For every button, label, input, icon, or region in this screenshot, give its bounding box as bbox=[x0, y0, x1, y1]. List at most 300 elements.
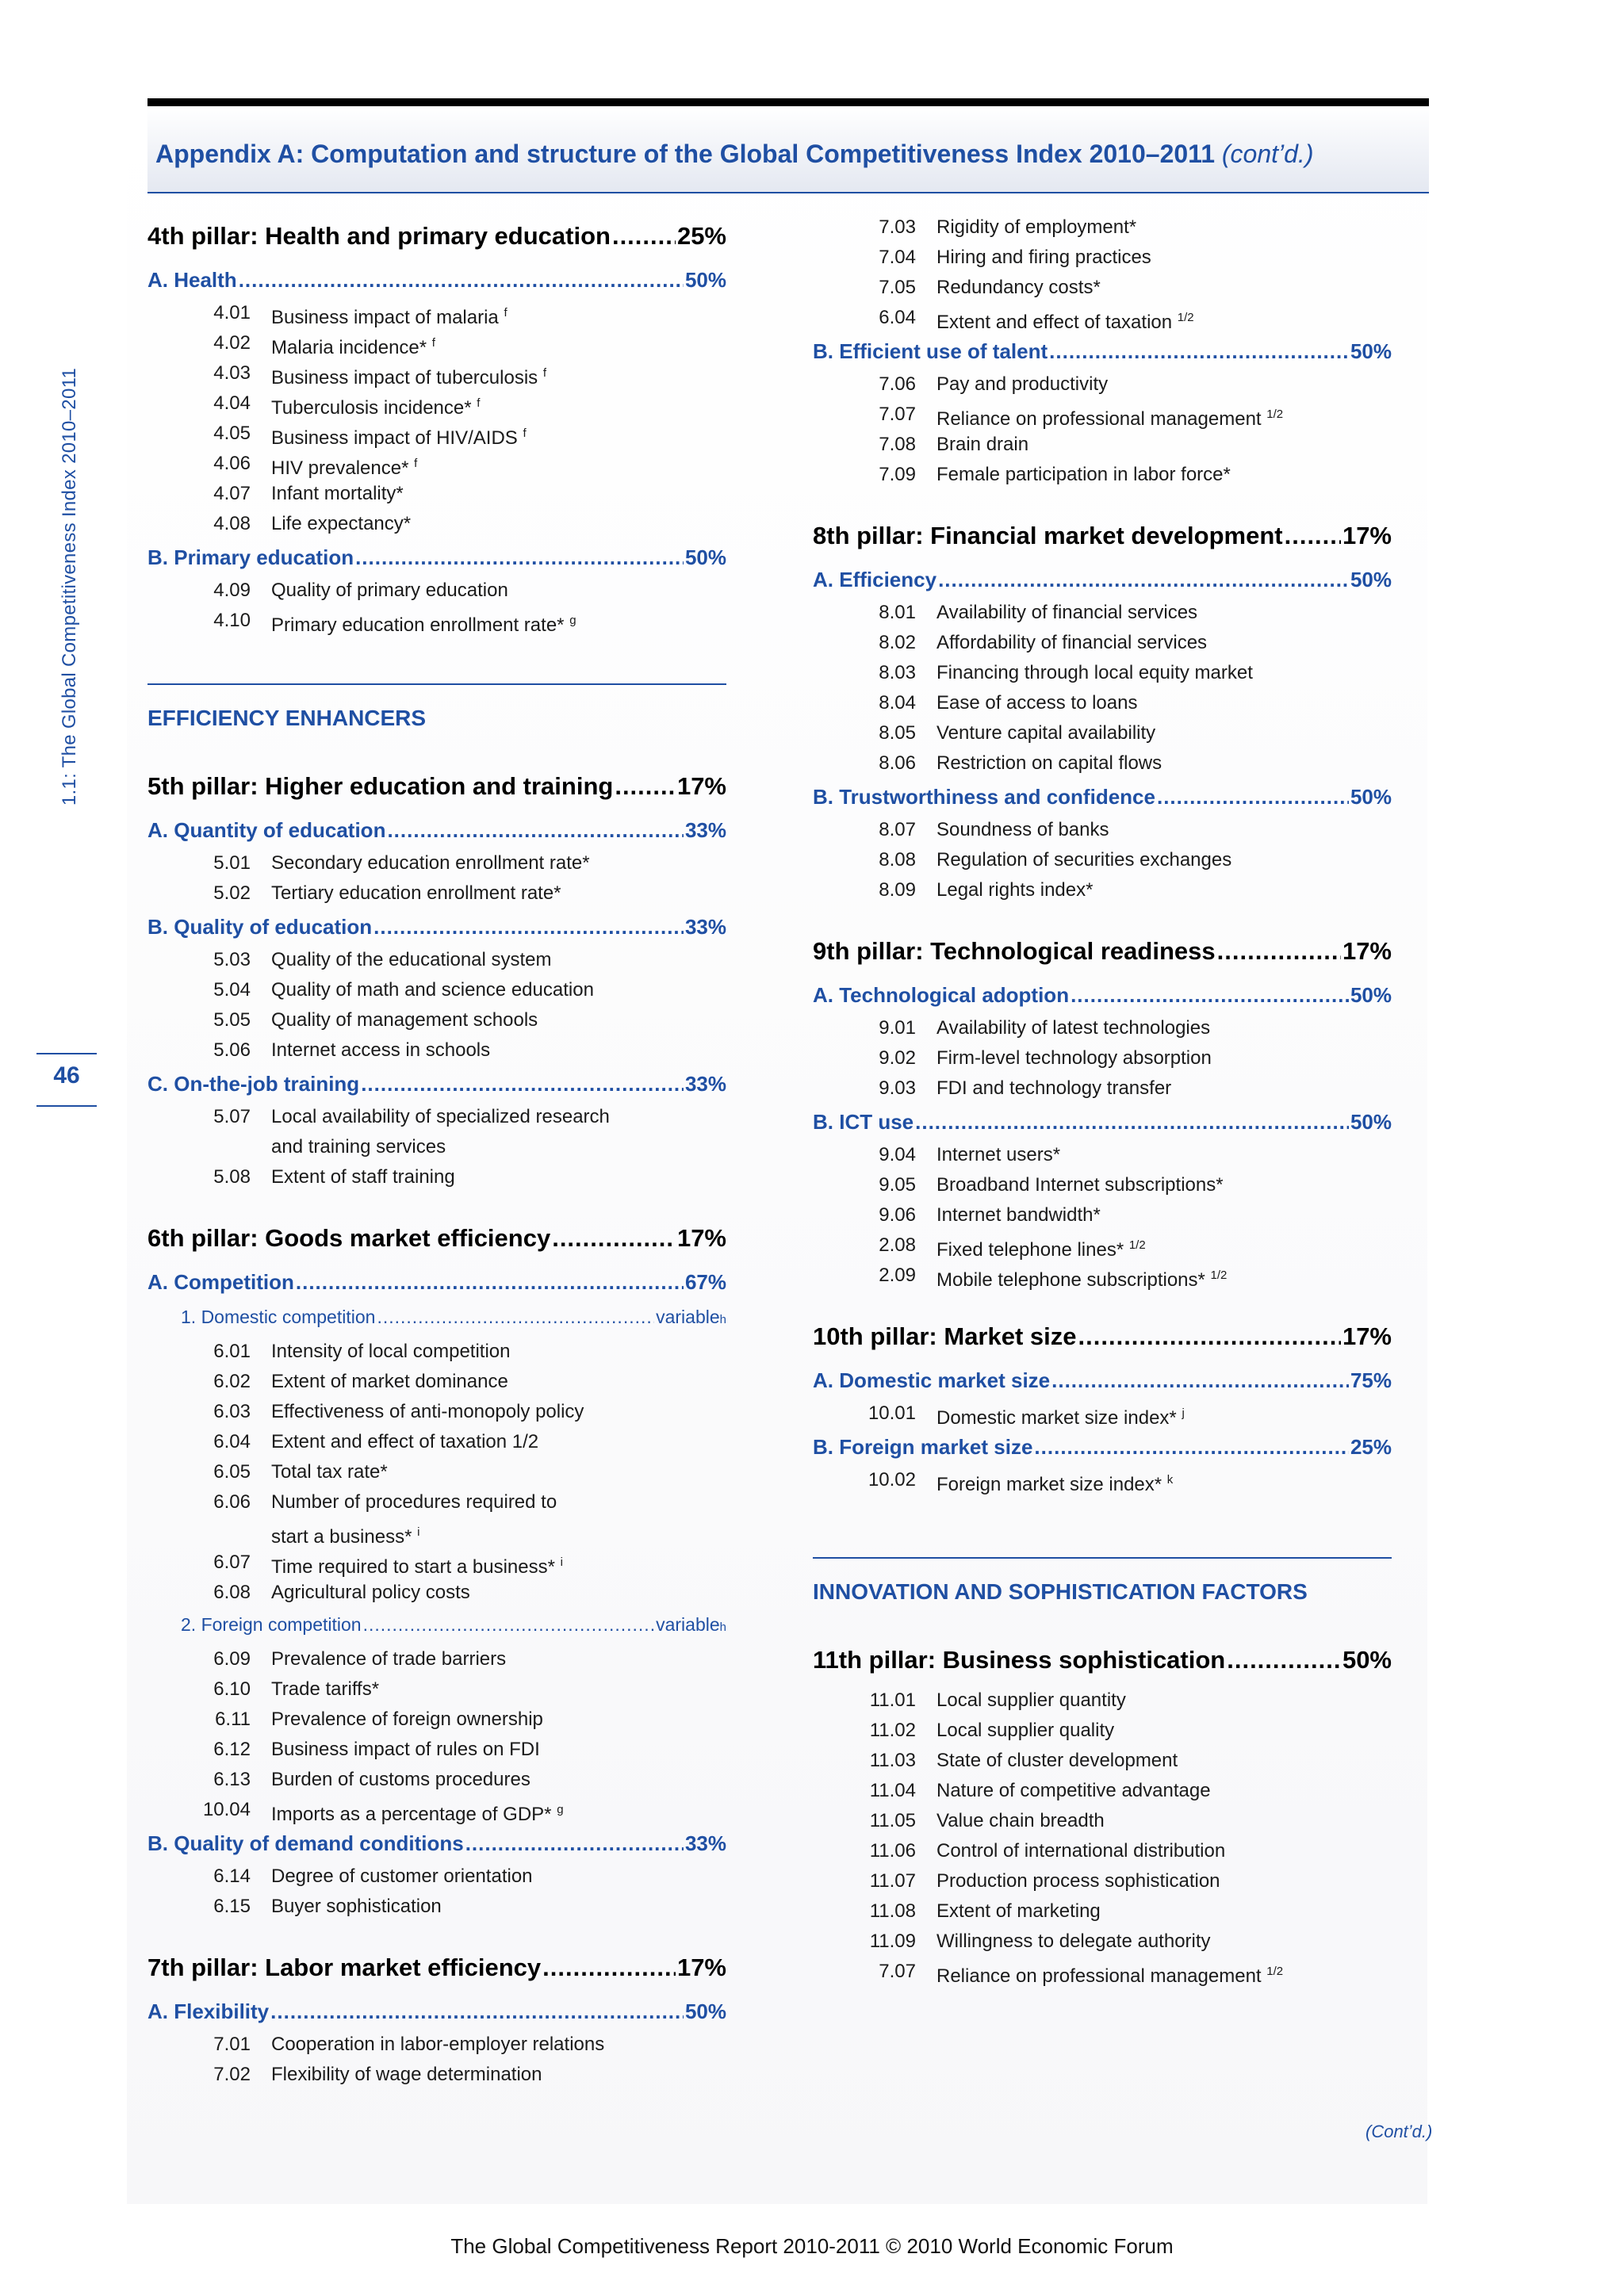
indicator-label bbox=[271, 1892, 442, 1922]
subpillar-5c bbox=[147, 1072, 726, 1102]
indicator-number: 11.05 bbox=[869, 1810, 916, 1831]
subpillar-5c-title: C. On-the-job training bbox=[147, 1072, 360, 1096]
indicator-text: Quality of the educational system bbox=[271, 949, 552, 970]
indicator-label bbox=[271, 1644, 506, 1674]
indicator-number: 8.03 bbox=[879, 662, 916, 683]
subpillar-8b bbox=[813, 785, 1392, 815]
indicator-row bbox=[813, 875, 1392, 905]
indicator-text: Effectiveness of anti-monopoly policy bbox=[271, 1401, 584, 1422]
indicator-label bbox=[271, 1035, 490, 1066]
indicator-label bbox=[936, 1043, 1212, 1073]
subpillar-10b bbox=[813, 1435, 1392, 1465]
indicator-number: 5.08 bbox=[213, 1166, 251, 1188]
indicator-label bbox=[936, 273, 1101, 303]
indicator-row bbox=[813, 273, 1392, 303]
indicator-label bbox=[936, 1746, 1178, 1776]
indicator-label bbox=[936, 400, 1283, 430]
indicator-number: 9.04 bbox=[879, 1144, 916, 1165]
indicator-text: Reliance on professional management bbox=[936, 408, 1262, 430]
indicator-row bbox=[147, 1765, 726, 1795]
indicator-row bbox=[813, 400, 1392, 430]
indicator-text: Brain drain bbox=[936, 434, 1029, 455]
indicator-text: Domestic market size index* bbox=[936, 1407, 1177, 1429]
indicator-label bbox=[936, 845, 1231, 875]
pillar-7-weight: 17% bbox=[676, 1954, 726, 1981]
indicator-text: Regulation of securities exchanges bbox=[936, 849, 1232, 871]
pillar-5 bbox=[147, 772, 726, 812]
indicator-text: Trade tariffs* bbox=[271, 1678, 380, 1700]
subpillar-6b-leader bbox=[465, 1831, 684, 1856]
indicator-text: Broadband Internet subscriptions* bbox=[936, 1174, 1224, 1196]
subpillar-7a-leader bbox=[270, 1999, 684, 2024]
indicator-text: Rigidity of employment* bbox=[936, 216, 1137, 238]
indicator-label bbox=[936, 1261, 1227, 1291]
indicator-label bbox=[936, 658, 1253, 688]
indicator-label bbox=[936, 598, 1197, 628]
indicator-text: Total tax rate* bbox=[271, 1461, 388, 1483]
subpillar-4a-weight: 50% bbox=[684, 268, 726, 292]
indicator-row bbox=[813, 598, 1392, 628]
indicator-number: 7.08 bbox=[879, 434, 916, 455]
subpillar-7b-leader bbox=[1049, 339, 1349, 364]
indicator-row bbox=[813, 1806, 1392, 1836]
indicator-number: 4.04 bbox=[213, 392, 251, 414]
indicator-text: Business impact of tuberculosis bbox=[271, 367, 538, 388]
subpillar-5a-title: A. Quantity of education bbox=[147, 818, 386, 842]
indicator-label bbox=[936, 628, 1207, 658]
pillar-10-title: 10th pillar: Market size bbox=[813, 1322, 1077, 1350]
indicator-text: Local supplier quality bbox=[936, 1720, 1115, 1741]
indicator-text: Quality of math and science education bbox=[271, 979, 594, 1001]
subpillar-7a-title: A. Flexibility bbox=[147, 1999, 270, 2023]
indicator-number: 7.04 bbox=[879, 247, 916, 268]
indicator-note: f bbox=[523, 427, 527, 440]
subpillar-4b-weight: 50% bbox=[684, 545, 726, 569]
indicator-row bbox=[813, 1399, 1392, 1429]
indicator-text: Control of international distribution bbox=[936, 1840, 1226, 1862]
indicator-number: 11.09 bbox=[869, 1931, 916, 1952]
indicator-label bbox=[271, 1102, 610, 1132]
spacer bbox=[813, 1495, 1392, 1557]
pillar-8-leader bbox=[1285, 522, 1341, 550]
spacer bbox=[147, 1192, 726, 1224]
indicator-label bbox=[936, 303, 1194, 333]
indicator-row bbox=[147, 1035, 726, 1066]
indicator-text: Prevalence of foreign ownership bbox=[271, 1709, 543, 1730]
subpillar-10b-leader bbox=[1034, 1435, 1349, 1460]
subpillar-5b-weight: 33% bbox=[684, 915, 726, 939]
indicator-number: 7.01 bbox=[213, 2034, 251, 2055]
indicator-label bbox=[271, 1705, 543, 1735]
indicator-number: 8.08 bbox=[879, 849, 916, 871]
subpillar-5b-leader bbox=[373, 915, 684, 939]
subpillar-4b-title: B. Primary education bbox=[147, 545, 354, 569]
indicator-row bbox=[813, 430, 1392, 460]
indicator-text: Business impact of HIV/AIDS bbox=[271, 427, 518, 449]
indicator-text: Malaria incidence* bbox=[271, 337, 427, 358]
indicator-text: Financing through local equity market bbox=[936, 662, 1253, 683]
pillar-11-weight: 50% bbox=[1342, 1646, 1392, 1674]
indicator-number: 10.01 bbox=[868, 1402, 916, 1424]
indicator-number: 11.08 bbox=[869, 1900, 916, 1922]
indicator-number: 4.01 bbox=[213, 302, 251, 323]
indicator-number: 4.05 bbox=[213, 423, 251, 444]
subpillar-4a-title: A. Health bbox=[147, 268, 237, 292]
subpillar-6a-title: A. Competition bbox=[147, 1270, 294, 1294]
indicator-text: Tertiary education enrollment rate* bbox=[271, 882, 561, 904]
indicator-label bbox=[936, 243, 1151, 273]
subpillar-6a2-note: h bbox=[719, 1621, 726, 1634]
indicator-row bbox=[813, 1716, 1392, 1746]
indicator-label bbox=[271, 1162, 455, 1192]
indicator-row bbox=[147, 1337, 726, 1367]
pillar-6-title: 6th pillar: Goods market efficiency bbox=[147, 1224, 551, 1252]
subpillar-4b bbox=[147, 545, 726, 576]
indicator-label bbox=[271, 975, 594, 1005]
pillar-4 bbox=[147, 222, 726, 262]
pillar-7 bbox=[147, 1954, 726, 1993]
indicator-row bbox=[147, 878, 726, 909]
indicator-row bbox=[147, 1795, 726, 1825]
spacer bbox=[813, 905, 1392, 937]
indicator-number: 8.01 bbox=[879, 602, 916, 623]
spacer bbox=[813, 490, 1392, 522]
indicator-label bbox=[936, 748, 1162, 779]
indicator-text: Extent of marketing bbox=[936, 1900, 1101, 1922]
indicator-number: 4.07 bbox=[213, 483, 251, 504]
indicator-row bbox=[147, 1427, 726, 1457]
subpillar-9a-title: A. Technological adoption bbox=[813, 983, 1070, 1007]
indicator-text: FDI and technology transfer bbox=[936, 1077, 1172, 1099]
indicator-row bbox=[147, 1548, 726, 1578]
indicator-row bbox=[813, 1465, 1392, 1495]
indicator-row bbox=[813, 1686, 1392, 1716]
spacer bbox=[147, 740, 726, 772]
indicator-row bbox=[147, 449, 726, 479]
indicator-row bbox=[147, 1578, 726, 1608]
subpillar-5b-title: B. Quality of education bbox=[147, 915, 373, 939]
indicator-number: 5.07 bbox=[213, 1106, 251, 1127]
indicator-text: Willingness to delegate authority bbox=[936, 1931, 1211, 1952]
indicator-row bbox=[147, 2030, 726, 2060]
indicator-row bbox=[813, 1140, 1392, 1170]
indicator-note: k bbox=[1166, 1473, 1174, 1487]
indicator-text: Ease of access to loans bbox=[936, 692, 1138, 714]
indicator-text: Degree of customer orientation bbox=[271, 1866, 533, 1887]
indicator-row bbox=[813, 1013, 1392, 1043]
indicator-row bbox=[813, 718, 1392, 748]
indicator-text: Flexibility of wage determination bbox=[271, 2064, 542, 2085]
indicator-label bbox=[936, 815, 1109, 845]
subpillar-9b-title: B. ICT use bbox=[813, 1110, 914, 1134]
indicator-text: Extent of staff training bbox=[271, 1166, 455, 1188]
indicator-text: Value chain breadth bbox=[936, 1810, 1105, 1831]
indicator-note: 1/2 bbox=[1266, 1965, 1284, 1978]
indicator-row bbox=[813, 1043, 1392, 1073]
indicator-row bbox=[147, 1102, 726, 1132]
indicator-row bbox=[813, 1200, 1392, 1230]
indicator-label bbox=[936, 1230, 1146, 1261]
indicator-row bbox=[147, 1162, 726, 1192]
subpillar-9b-weight: 50% bbox=[1350, 1110, 1392, 1134]
indicator-row bbox=[813, 1866, 1392, 1896]
subpillar-10b-title: B. Foreign market size bbox=[813, 1435, 1033, 1459]
pillar-10 bbox=[813, 1322, 1392, 1362]
pillar-8 bbox=[813, 522, 1392, 561]
indicator-row bbox=[147, 1397, 726, 1427]
indicator-number: 9.03 bbox=[879, 1077, 916, 1099]
subpillar-5b bbox=[147, 915, 726, 945]
indicator-text: Extent and effect of taxation bbox=[936, 312, 1173, 333]
appendix-title-cont: (cont’d.) bbox=[1221, 140, 1314, 168]
subpillar-5c-leader bbox=[361, 1072, 684, 1096]
indicator-text: Quality of primary education bbox=[271, 580, 508, 601]
indicator-number: 7.07 bbox=[879, 404, 916, 425]
indicator-row bbox=[147, 1005, 726, 1035]
indicator-text: Agricultural policy costs bbox=[271, 1582, 470, 1603]
indicator-row bbox=[147, 1674, 726, 1705]
indicator-number: 6.01 bbox=[213, 1341, 251, 1362]
indicator-row bbox=[813, 1073, 1392, 1104]
subpillar-8a-leader bbox=[938, 568, 1349, 592]
indicator-label bbox=[271, 1578, 470, 1608]
indicator-text: Local supplier quantity bbox=[936, 1689, 1126, 1711]
indicator-text: Venture capital availability bbox=[936, 722, 1156, 744]
indicator-text: Redundancy costs* bbox=[936, 277, 1101, 298]
indicator-number: 6.08 bbox=[213, 1582, 251, 1603]
indicator-text: Restriction on capital flows bbox=[936, 752, 1162, 774]
indicator-continued: start a business* $^i$ bbox=[271, 1525, 420, 1548]
indicator-text: Life expectancy* bbox=[271, 513, 412, 534]
indicator-label bbox=[936, 460, 1231, 490]
indicator-number: 11.07 bbox=[869, 1870, 916, 1892]
pillar-8-title: 8th pillar: Financial market development bbox=[813, 522, 1283, 549]
subpillar-5a-weight: 33% bbox=[684, 818, 726, 842]
indicator-label bbox=[936, 1716, 1114, 1746]
indicator-text: Intensity of local competition bbox=[271, 1341, 511, 1362]
spacer bbox=[147, 1922, 726, 1954]
indicator-text: Imports as a percentage of GDP* bbox=[271, 1804, 552, 1825]
indicator-label bbox=[936, 369, 1108, 400]
indicator-label bbox=[936, 1806, 1105, 1836]
indicator-number: 7.07 bbox=[879, 1961, 916, 1982]
subpillar-6a1 bbox=[181, 1307, 726, 1337]
indicator-label bbox=[936, 1836, 1225, 1866]
indicator-text: Reliance on professional management bbox=[936, 1965, 1262, 1987]
indicator-label bbox=[271, 945, 552, 975]
indicator-label bbox=[936, 1170, 1224, 1200]
indicator-text: Internet access in schools bbox=[271, 1039, 491, 1061]
indicator-text: State of cluster development bbox=[936, 1750, 1178, 1771]
indicator-number: 6.09 bbox=[213, 1648, 251, 1670]
indicator-number: 7.06 bbox=[879, 373, 916, 395]
indicator-row bbox=[813, 1170, 1392, 1200]
indicator-row bbox=[147, 1735, 726, 1765]
subpillar-8a bbox=[813, 568, 1392, 598]
subpillar-6a1-title: 1. Domestic competition bbox=[181, 1307, 376, 1327]
subpillar-5c-weight: 33% bbox=[684, 1072, 726, 1096]
indicator-text: Production process sophistication bbox=[936, 1870, 1220, 1892]
indicator-text: Extent of market dominance bbox=[271, 1371, 508, 1392]
subpillar-8a-weight: 50% bbox=[1350, 568, 1392, 591]
indicator-number: 9.01 bbox=[879, 1017, 916, 1039]
subpillar-6a2-title: 2. Foreign competition bbox=[181, 1614, 362, 1635]
subpillar-7b-weight: 50% bbox=[1350, 339, 1392, 363]
indicator-row bbox=[147, 848, 726, 878]
indicator-text: Legal rights index* bbox=[936, 879, 1094, 901]
indicator-text: Internet users* bbox=[936, 1144, 1061, 1165]
subpillar-8b-title: B. Trustworthiness and confidence bbox=[813, 785, 1155, 809]
pillar-9-leader bbox=[1217, 937, 1341, 966]
pillar-6 bbox=[147, 1224, 726, 1264]
indicator-row bbox=[813, 1776, 1392, 1806]
pillar-8-weight: 17% bbox=[1342, 522, 1392, 549]
pillar-5-weight: 17% bbox=[676, 772, 726, 800]
indicator-number: 6.12 bbox=[213, 1739, 251, 1760]
indicator-text: Secondary education enrollment rate* bbox=[271, 852, 590, 874]
subpillar-9a bbox=[813, 983, 1392, 1013]
subpillar-6a1-note: h bbox=[719, 1313, 726, 1326]
indicator-note: f bbox=[414, 457, 418, 470]
indicator-label bbox=[271, 1674, 379, 1705]
indicator-text: Hiring and firing practices bbox=[936, 247, 1151, 268]
indicator-text: Tuberculosis incidence* bbox=[271, 397, 472, 419]
indicator-label bbox=[271, 1795, 564, 1825]
indicator-label bbox=[271, 479, 404, 509]
subpillar-8a-title: A. Efficiency bbox=[813, 568, 937, 591]
indicator-label bbox=[271, 449, 417, 479]
subpillar-10a-weight: 75% bbox=[1350, 1368, 1392, 1392]
indicator-number: 11.01 bbox=[869, 1689, 916, 1711]
indicator-number: 5.02 bbox=[213, 882, 251, 904]
indicator-number: 10.02 bbox=[868, 1469, 916, 1490]
indicator-number: 5.06 bbox=[213, 1039, 251, 1061]
subpillar-10a bbox=[813, 1368, 1392, 1399]
indicator-label bbox=[936, 1399, 1185, 1429]
indicator-note: 1/2 bbox=[1128, 1238, 1146, 1252]
subpillar-6a-weight: 67% bbox=[684, 1270, 726, 1294]
indicator-row bbox=[147, 975, 726, 1005]
indicator-number: 2.09 bbox=[879, 1265, 916, 1286]
indicator-label bbox=[271, 1005, 538, 1035]
indicator-note: f bbox=[542, 366, 546, 380]
indicator-number: 8.02 bbox=[879, 632, 916, 653]
indicator-text: Firm-level technology absorption bbox=[936, 1047, 1212, 1069]
pillar-4-leader bbox=[612, 222, 676, 251]
indicator-row bbox=[147, 1862, 726, 1892]
subpillar-6b-title: B. Quality of demand conditions bbox=[147, 1831, 464, 1855]
indicator-label bbox=[271, 388, 480, 419]
indicator-number: 4.08 bbox=[213, 513, 251, 534]
indicator-row bbox=[813, 1746, 1392, 1776]
indicator-text: Quality of management schools bbox=[271, 1009, 538, 1031]
indicator-text: Time required to start a business* bbox=[271, 1556, 555, 1578]
indicator-label bbox=[936, 1140, 1060, 1170]
pillar-11-title: 11th pillar: Business sophistication bbox=[813, 1646, 1226, 1674]
indicator-label bbox=[936, 1927, 1211, 1957]
spacer bbox=[813, 1291, 1392, 1322]
subpillar-4a bbox=[147, 268, 726, 298]
indicator-label bbox=[936, 1896, 1101, 1927]
indicator-row bbox=[813, 460, 1392, 490]
indicator-number: 6.04 bbox=[213, 1431, 251, 1452]
page-number: 46 bbox=[53, 1062, 80, 1089]
indicator-number: 6.11 bbox=[215, 1709, 251, 1730]
indicator-row bbox=[147, 606, 726, 636]
indicator-label bbox=[936, 1200, 1101, 1230]
pillar-6-leader bbox=[552, 1224, 676, 1253]
indicator-label bbox=[271, 1735, 540, 1765]
indicator-number: 8.04 bbox=[879, 692, 916, 714]
indicator-label bbox=[271, 419, 527, 449]
indicator-number: 4.10 bbox=[213, 610, 251, 631]
subpillar-6a2-weight: variable bbox=[656, 1614, 720, 1635]
indicator-label bbox=[271, 1337, 511, 1367]
indicator-number: 9.05 bbox=[879, 1174, 916, 1196]
subpillar-9a-weight: 50% bbox=[1350, 983, 1392, 1007]
indicator-row bbox=[813, 1261, 1392, 1291]
indicator-label bbox=[936, 1686, 1126, 1716]
subpillar-10a-title: A. Domestic market size bbox=[813, 1368, 1051, 1392]
indicator-note: f bbox=[504, 306, 508, 320]
indicator-number: 6.10 bbox=[213, 1678, 251, 1700]
indicator-label bbox=[271, 1427, 538, 1457]
indicator-number: 5.04 bbox=[213, 979, 251, 1001]
indicator-label bbox=[936, 718, 1155, 748]
indicator-note: i bbox=[417, 1525, 420, 1539]
indicator-text: HIV prevalence* bbox=[271, 457, 409, 479]
side-running-title: 1.1: The Global Competitiveness Index 2010–2011 bbox=[59, 367, 80, 806]
indicator-number: 9.06 bbox=[879, 1204, 916, 1226]
indicator-row bbox=[813, 1896, 1392, 1927]
subpillar-8b-weight: 50% bbox=[1350, 785, 1392, 809]
indicator-number: 7.03 bbox=[879, 216, 916, 238]
indicator-label bbox=[271, 848, 590, 878]
indicator-label bbox=[936, 688, 1137, 718]
indicator-row bbox=[147, 2060, 726, 2090]
pillar-11-leader bbox=[1227, 1646, 1341, 1674]
indicator-label bbox=[271, 1862, 533, 1892]
indicator-number: 5.05 bbox=[213, 1009, 251, 1031]
indicator-row bbox=[147, 419, 726, 449]
indicator-row bbox=[147, 298, 726, 328]
subpillar-7a-weight: 50% bbox=[684, 1999, 726, 2023]
indicator-row bbox=[813, 369, 1392, 400]
indicator-number: 6.05 bbox=[213, 1461, 251, 1483]
subpillar-10a-leader bbox=[1051, 1368, 1349, 1393]
indicator-note: 1/2 bbox=[1266, 408, 1284, 421]
indicator-label bbox=[271, 358, 546, 388]
footer-copyright: The Global Competitiveness Report 2010-2011 © 2010 World Economic Forum bbox=[450, 2234, 1174, 2258]
indicator-text: Number of procedures required to bbox=[271, 1491, 557, 1513]
indicator-label bbox=[936, 1465, 1173, 1495]
indicator-number: 9.02 bbox=[879, 1047, 916, 1069]
subpillar-10b-weight: 25% bbox=[1350, 1435, 1392, 1459]
indicator-row bbox=[147, 1644, 726, 1674]
indicator-label bbox=[271, 298, 508, 328]
indicator-number: 7.02 bbox=[213, 2064, 251, 2085]
indicator-label bbox=[936, 212, 1136, 243]
indicator-text: Soundness of banks bbox=[936, 819, 1109, 840]
indicator-row bbox=[813, 243, 1392, 273]
indicator-label bbox=[936, 1866, 1220, 1896]
pillar-9-title: 9th pillar: Technological readiness bbox=[813, 937, 1216, 965]
pillar-5-title: 5th pillar: Higher education and training bbox=[147, 772, 614, 800]
indicator-row bbox=[813, 815, 1392, 845]
spacer bbox=[813, 1614, 1392, 1646]
pillar-10-weight: 17% bbox=[1342, 1322, 1392, 1350]
indicator-label bbox=[271, 1548, 563, 1578]
